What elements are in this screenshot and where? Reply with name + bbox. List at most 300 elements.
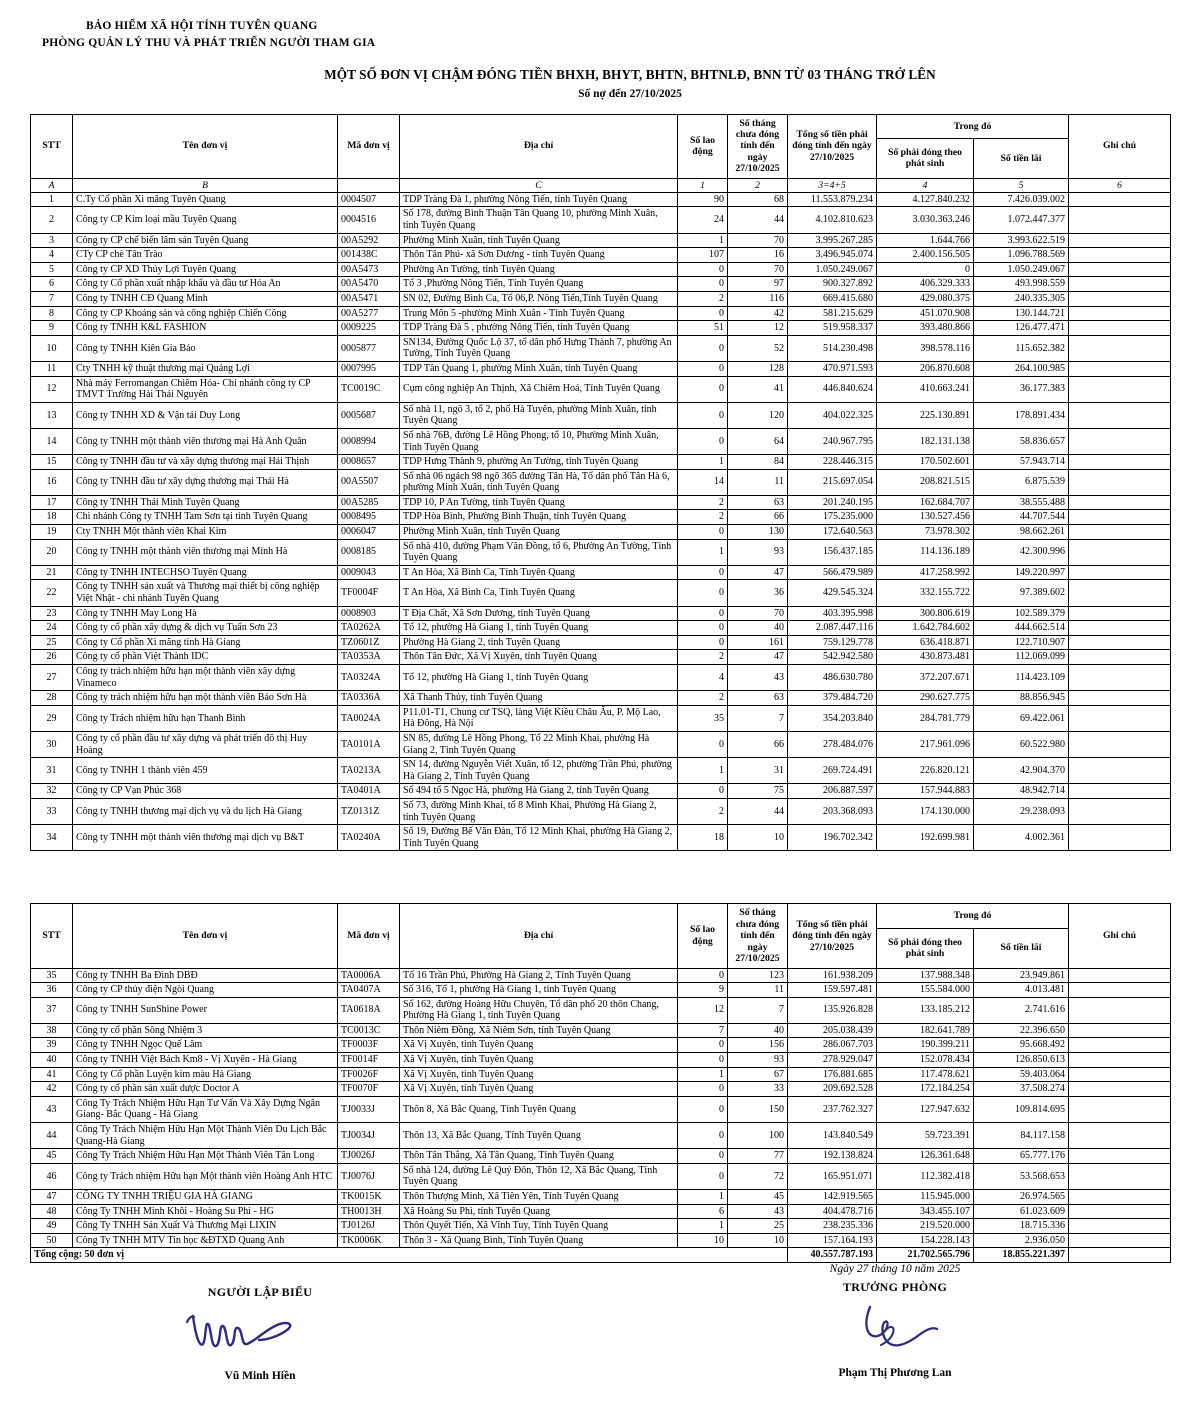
table-row <box>31 495 1171 510</box>
cell-labor-count: 12 <box>678 997 728 1023</box>
cell-principal-amount: 430.873.481 <box>877 650 974 665</box>
cell-interest-amount: 95.668.492 <box>974 1038 1069 1053</box>
cell-months-unpaid: 16 <box>728 248 788 263</box>
cell-unit-code: TA0324A <box>338 665 400 691</box>
cell-total-amount: 403.395.998 <box>788 606 877 621</box>
cell-address: Số nhà 410, đường Phạm Văn Đồng, tổ 6, Phường An Tường, Tỉnh Tuyên Quang <box>400 539 678 565</box>
cell-labor-count: 0 <box>678 1053 728 1068</box>
cell-total-amount: 278.929.047 <box>788 1053 877 1068</box>
cell-labor-count: 0 <box>678 1096 728 1122</box>
cell-total-amount: 209.692.528 <box>788 1082 877 1097</box>
cell-months-unpaid: 75 <box>728 784 788 799</box>
head-signature <box>815 1299 975 1361</box>
cell-months-unpaid: 100 <box>728 1123 788 1149</box>
col-header-address: Địa chỉ <box>400 114 678 178</box>
cell-interest-amount: 26.974.565 <box>974 1190 1069 1205</box>
cell-unit-code: TJ0076J <box>338 1163 400 1189</box>
table-row <box>31 1149 1171 1164</box>
cell-labor-count: 1 <box>678 1067 728 1082</box>
table-row <box>31 705 1171 731</box>
cell-total-amount: 156.437.185 <box>788 539 877 565</box>
cell-unit-name: Công ty CP thủy điện Ngòi Quang <box>73 983 338 998</box>
letter-1: 1 <box>678 178 728 192</box>
cell-unit-code: TC0019C <box>338 376 400 402</box>
cell-stt: 36 <box>31 983 73 998</box>
cell-address: Thôn Tân Thắng, Xã Tân Quang, Tỉnh Tuyên Quang <box>400 1149 678 1164</box>
cell-months-unpaid: 130 <box>728 525 788 540</box>
cell-total-amount: 2.087.447.116 <box>788 621 877 636</box>
cell-unit-code: 0009225 <box>338 321 400 336</box>
cell-unit-name: Công ty CP XD Thủy Lợi Tuyên Quang <box>73 262 338 277</box>
cell-labor-count: 0 <box>678 606 728 621</box>
cell-note <box>1069 758 1171 784</box>
cell-unit-name: Công ty Cổ phần xuất nhập khẩu và đầu tư Hóa An <box>73 277 338 292</box>
cell-note <box>1069 1123 1171 1149</box>
cell-address: Số 19, Đường Bế Văn Đàn, Tổ 12 Minh Khai, phường Hà Giang 2, Tỉnh Tuyên Quang <box>400 825 678 851</box>
cell-unit-code: TJ0034J <box>338 1123 400 1149</box>
cell-total-amount: 175.235.000 <box>788 510 877 525</box>
cell-labor-count: 0 <box>678 335 728 361</box>
cell-note <box>1069 691 1171 706</box>
table-row <box>31 207 1171 233</box>
cell-note <box>1069 402 1171 428</box>
cell-address: Tổ 12, phường Hà Giang 1, tỉnh Tuyên Quang <box>400 621 678 636</box>
table-row <box>31 635 1171 650</box>
cell-total-amount: 11.553.879.234 <box>788 192 877 207</box>
cell-principal-amount: 225.130.891 <box>877 402 974 428</box>
cell-total-amount: 237.762.327 <box>788 1096 877 1122</box>
cell-principal-amount: 157.944.883 <box>877 784 974 799</box>
cell-labor-count: 107 <box>678 248 728 263</box>
report-date: Ngày 27 tháng 10 năm 2025 <box>829 1262 961 1275</box>
cell-unit-name: CÔNG TY TNHH TRIỆU GIA HÀ GIANG <box>73 1190 338 1205</box>
cell-stt: 24 <box>31 621 73 636</box>
cell-unit-code: TA0240A <box>338 825 400 851</box>
table-row <box>31 262 1171 277</box>
cell-stt: 43 <box>31 1096 73 1122</box>
cell-total-amount: 176.881.685 <box>788 1067 877 1082</box>
cell-address: Xã Vị Xuyên, tỉnh Tuyên Quang <box>400 1067 678 1082</box>
table-row <box>31 277 1171 292</box>
cell-stt: 4 <box>31 248 73 263</box>
table-row <box>31 650 1171 665</box>
cell-unit-code: TA0006A <box>338 968 400 983</box>
cell-total-amount: 203.368.093 <box>788 798 877 824</box>
cell-note <box>1069 539 1171 565</box>
cell-total-amount: 470.971.593 <box>788 361 877 376</box>
cell-unit-name: Công ty Cổ phần Xi măng tỉnh Hà Giang <box>73 635 338 650</box>
cell-address: TDP Tràng Đà 1, phường Nông Tiến, tỉnh Tuyên Quang <box>400 192 678 207</box>
cell-labor-count: 0 <box>678 428 728 454</box>
cell-unit-name: Công ty trách nhiệm hữu hạn một thành viên Bảo Sơn Hà <box>73 691 338 706</box>
cell-unit-code: TA0262A <box>338 621 400 636</box>
cell-labor-count: 35 <box>678 705 728 731</box>
cell-stt: 37 <box>31 997 73 1023</box>
cell-address: Thôn Niêm Đồng, Xã Niêm Sơn, tỉnh Tuyên Quang <box>400 1023 678 1038</box>
cell-interest-amount: 178.891.434 <box>974 402 1069 428</box>
cell-months-unpaid: 63 <box>728 495 788 510</box>
col-header-principal: Số phải đóng theo phát sinh <box>877 138 974 178</box>
cell-stt: 47 <box>31 1190 73 1205</box>
cell-principal-amount: 429.080.375 <box>877 291 974 306</box>
cell-address: T An Hòa, Xã Bình Ca, Tỉnh Tuyên Quang <box>400 565 678 580</box>
col-header-note: Ghi chú <box>1069 904 1171 968</box>
cell-stt: 34 <box>31 825 73 851</box>
organization-header <box>0 0 1200 53</box>
cell-unit-name: Công ty TNHH một thành viên thương mại dịch vụ B&T <box>73 825 338 851</box>
cell-principal-amount: 4.127.840.232 <box>877 192 974 207</box>
page-title: MỘT SỐ ĐƠN VỊ CHẬM ĐÓNG TIỀN BHXH, BHYT, BHTN, BHTNLĐ, BNN TỪ 03 THÁNG TRỞ LÊN <box>324 66 936 82</box>
table-row <box>31 1219 1171 1234</box>
cell-unit-name: C.Ty Cổ phần Xi măng Tuyên Quang <box>73 192 338 207</box>
cell-address: Xã Vị Xuyên, tỉnh Tuyên Quang <box>400 1053 678 1068</box>
cell-note <box>1069 1023 1171 1038</box>
cell-unit-code: TZ0131Z <box>338 798 400 824</box>
cell-labor-count: 1 <box>678 455 728 470</box>
cell-unit-name: Công ty TNHH một thành viên thương mại Minh Hà <box>73 539 338 565</box>
cell-interest-amount: 1.096.788.569 <box>974 248 1069 263</box>
cell-principal-amount: 174.130.000 <box>877 798 974 824</box>
cell-stt: 14 <box>31 428 73 454</box>
table-row <box>31 1163 1171 1189</box>
table-row <box>31 321 1171 336</box>
cell-total-amount: 900.327.892 <box>788 277 877 292</box>
cell-unit-name: Công ty CP chế biến lâm sản Tuyên Quang <box>73 233 338 248</box>
col-header-months: Số tháng chưa đóng tính đến ngày 27/10/2025 <box>728 114 788 178</box>
cell-labor-count: 2 <box>678 510 728 525</box>
cell-months-unpaid: 52 <box>728 335 788 361</box>
cell-note <box>1069 207 1171 233</box>
table-section-1 <box>0 114 1200 852</box>
cell-stt: 23 <box>31 606 73 621</box>
cell-address: Thôn 3 - Xã Quang Bình, Tỉnh Tuyên Quang <box>400 1233 678 1248</box>
cell-principal-amount: 300.806.619 <box>877 606 974 621</box>
cell-unit-name: Công ty TNHH sản xuất và Thương mại thiết bị công nghiệp Việt Nhật - chi nhánh Tuyên Quang <box>73 580 338 606</box>
cell-unit-code: TA0024A <box>338 705 400 731</box>
cell-unit-name: Nhà máy Ferromangan Chiêm Hóa- Chi nhánh công ty CP TMVT Trường Hải Thái Nguyên <box>73 376 338 402</box>
cell-total-amount: 238.235.336 <box>788 1219 877 1234</box>
table-row <box>31 361 1171 376</box>
cell-total-amount: 143.840.549 <box>788 1123 877 1149</box>
cell-unit-code: 00A5473 <box>338 262 400 277</box>
cell-unit-code: 0005877 <box>338 335 400 361</box>
cell-months-unpaid: 156 <box>728 1038 788 1053</box>
cell-labor-count: 1 <box>678 1219 728 1234</box>
cell-note <box>1069 1067 1171 1082</box>
cell-labor-count: 0 <box>678 565 728 580</box>
cell-unit-code: TK0006K <box>338 1233 400 1248</box>
cell-unit-name: Công Ty Trách Nhiệm Hữu Hạn Tư Vấn Và Xây Dựng Ngân Giang- Bắc Quang - Hà Giang <box>73 1096 338 1122</box>
table-row <box>31 402 1171 428</box>
cell-stt: 2 <box>31 207 73 233</box>
cell-address: TDP Tân Quang 1, phường Minh Xuân, tỉnh Tuyên Quang <box>400 361 678 376</box>
cell-months-unpaid: 43 <box>728 1204 788 1219</box>
cell-note <box>1069 510 1171 525</box>
cell-note <box>1069 192 1171 207</box>
debt-table-part-1 <box>30 114 1171 852</box>
cell-labor-count: 0 <box>678 277 728 292</box>
cell-total-amount: 354.203.840 <box>788 705 877 731</box>
cell-total-amount: 446.840.624 <box>788 376 877 402</box>
cell-address: TDP 10, P An Tường, tỉnh Tuyên Quang <box>400 495 678 510</box>
col-header-address: Địa chỉ <box>400 904 678 968</box>
table-row <box>31 784 1171 799</box>
cell-months-unpaid: 64 <box>728 428 788 454</box>
cell-unit-code: 0006047 <box>338 525 400 540</box>
cell-address: Xã Vị Xuyên, tỉnh Tuyên Quang <box>400 1038 678 1053</box>
cell-note <box>1069 495 1171 510</box>
preparer-role: NGƯỜI LẬP BIỂU <box>207 1284 313 1299</box>
cell-interest-amount: 44.707.544 <box>974 510 1069 525</box>
cell-unit-name: Công ty cổ phần Sông Nhiệm 3 <box>73 1023 338 1038</box>
cell-note <box>1069 825 1171 851</box>
signature-area <box>0 1263 1200 1413</box>
cell-address: Số 494 tổ 5 Ngọc Hà, phường Hà Giang 2, tỉnh Tuyên Quang <box>400 784 678 799</box>
cell-stt: 15 <box>31 455 73 470</box>
cell-address: Thôn Thượng Minh, Xã Tiên Yên, Tỉnh Tuyên Quang <box>400 1190 678 1205</box>
cell-principal-amount: 410.663.241 <box>877 376 974 402</box>
cell-labor-count: 10 <box>678 1233 728 1248</box>
cell-unit-name: Công Ty TNHH Minh Khôi - Hoàng Su Phì - HG <box>73 1204 338 1219</box>
cell-address: Xã Thanh Thủy, tỉnh Tuyên Quang <box>400 691 678 706</box>
cell-interest-amount: 60.522.980 <box>974 731 1069 757</box>
cell-note <box>1069 1219 1171 1234</box>
cell-unit-name: Công ty CP Vạn Phúc 368 <box>73 784 338 799</box>
table-row <box>31 758 1171 784</box>
cell-interest-amount: 115.652.382 <box>974 335 1069 361</box>
cell-months-unpaid: 67 <box>728 1067 788 1082</box>
table-row <box>31 233 1171 248</box>
cell-interest-amount: 112.069.099 <box>974 650 1069 665</box>
cell-unit-name: Công ty cổ phần Việt Thành IDC <box>73 650 338 665</box>
cell-months-unpaid: 44 <box>728 798 788 824</box>
col-header-interest: Số tiền lãi <box>974 138 1069 178</box>
cell-months-unpaid: 116 <box>728 291 788 306</box>
head-name: Phạm Thị Phương Lan <box>838 1366 952 1379</box>
cell-interest-amount: 42.300.996 <box>974 539 1069 565</box>
cell-unit-code: 0008495 <box>338 510 400 525</box>
cell-unit-name: Cty TNHH Một thành viên Khai Kim <box>73 525 338 540</box>
cell-labor-count: 0 <box>678 525 728 540</box>
cell-stt: 46 <box>31 1163 73 1189</box>
cell-labor-count: 0 <box>678 621 728 636</box>
cell-labor-count: 0 <box>678 731 728 757</box>
cell-total-amount: 172.640.563 <box>788 525 877 540</box>
cell-stt: 30 <box>31 731 73 757</box>
cell-months-unpaid: 10 <box>728 1233 788 1248</box>
cell-months-unpaid: 97 <box>728 277 788 292</box>
cell-labor-count: 0 <box>678 1163 728 1189</box>
table-body-2 <box>31 968 1171 1262</box>
cell-labor-count: 0 <box>678 635 728 650</box>
cell-stt: 38 <box>31 1023 73 1038</box>
cell-labor-count: 2 <box>678 291 728 306</box>
cell-total-amount: 159.597.481 <box>788 983 877 998</box>
cell-total-amount: 519.958.337 <box>788 321 877 336</box>
cell-address: Thôn Tân Đức, Xã Vị Xuyên, tỉnh Tuyên Quang <box>400 650 678 665</box>
col-header-code: Mã đơn vị <box>338 904 400 968</box>
cell-unit-name: Công Ty TNHH MTV Tin học &ĐTXD Quang Anh <box>73 1233 338 1248</box>
cell-stt: 5 <box>31 262 73 277</box>
cell-months-unpaid: 45 <box>728 1190 788 1205</box>
cell-labor-count: 2 <box>678 495 728 510</box>
cell-labor-count: 0 <box>678 968 728 983</box>
cell-address: Phường Hà Giang 2, tỉnh Tuyên Quang <box>400 635 678 650</box>
cell-principal-amount: 115.945.000 <box>877 1190 974 1205</box>
col-header-code: Mã đơn vị <box>338 114 400 178</box>
cell-unit-name: Công ty TNHH đầu tư và xây dựng thương mại Hải Thịnh <box>73 455 338 470</box>
cell-interest-amount: 114.423.109 <box>974 665 1069 691</box>
cell-unit-code: 0005687 <box>338 402 400 428</box>
cell-unit-name: Công Ty Trách Nhiệm Hữu Hạn Một Thành Viên Tân Long <box>73 1149 338 1164</box>
org-name-line-2: PHÒNG QUẢN LÝ THU VÀ PHÁT TRIỂN NGƯỜI THAM GIA <box>42 37 376 50</box>
cell-principal-amount: 137.988.348 <box>877 968 974 983</box>
cell-total-amount: 1.050.249.067 <box>788 262 877 277</box>
cell-stt: 1 <box>31 192 73 207</box>
cell-interest-amount: 59.403.064 <box>974 1067 1069 1082</box>
cell-total-amount: 3.995.267.285 <box>788 233 877 248</box>
cell-note <box>1069 525 1171 540</box>
cell-principal-amount: 192.699.981 <box>877 825 974 851</box>
cell-months-unpaid: 161 <box>728 635 788 650</box>
cell-interest-amount: 84.117.158 <box>974 1123 1069 1149</box>
cell-months-unpaid: 7 <box>728 997 788 1023</box>
cell-unit-code: 0008185 <box>338 539 400 565</box>
cell-unit-name: Công ty CP Kim loại mầu Tuyên Quang <box>73 207 338 233</box>
cell-labor-count: 51 <box>678 321 728 336</box>
cell-interest-amount: 264.100.985 <box>974 361 1069 376</box>
cell-note <box>1069 1053 1171 1068</box>
cell-unit-code: TJ0126J <box>338 1219 400 1234</box>
cell-total-amount: 3.496.945.074 <box>788 248 877 263</box>
table-row <box>31 580 1171 606</box>
cell-total-amount: 206.887.597 <box>788 784 877 799</box>
cell-unit-name: Cty TNHH kỹ thuật thương mại Quảng Lợi <box>73 361 338 376</box>
cell-interest-amount: 37.508.274 <box>974 1082 1069 1097</box>
cell-unit-code: 0004507 <box>338 192 400 207</box>
cell-unit-name: Công ty TNHH Việt Bách Km8 - Vị Xuyên - Hà Giang <box>73 1053 338 1068</box>
table-row <box>31 192 1171 207</box>
cell-months-unpaid: 44 <box>728 207 788 233</box>
section-gap <box>0 851 1200 903</box>
col-header-note: Ghi chú <box>1069 114 1171 178</box>
cell-months-unpaid: 150 <box>728 1096 788 1122</box>
cell-months-unpaid: 40 <box>728 1023 788 1038</box>
cell-stt: 25 <box>31 635 73 650</box>
cell-principal-amount: 1.644.766 <box>877 233 974 248</box>
cell-stt: 6 <box>31 277 73 292</box>
cell-months-unpaid: 66 <box>728 510 788 525</box>
cell-stt: 42 <box>31 1082 73 1097</box>
cell-note <box>1069 277 1171 292</box>
table-row <box>31 983 1171 998</box>
cell-unit-code: TZ0601Z <box>338 635 400 650</box>
cell-interest-amount: 2.936.050 <box>974 1233 1069 1248</box>
cell-labor-count: 0 <box>678 1082 728 1097</box>
cell-unit-name: Công ty cổ phần xây dựng & dịch vụ Tuấn Sơn 23 <box>73 621 338 636</box>
cell-note <box>1069 621 1171 636</box>
cell-months-unpaid: 43 <box>728 665 788 691</box>
cell-labor-count: 4 <box>678 665 728 691</box>
cell-unit-code: TF0014F <box>338 1053 400 1068</box>
cell-labor-count: 0 <box>678 361 728 376</box>
cell-months-unpaid: 7 <box>728 705 788 731</box>
cell-months-unpaid: 84 <box>728 455 788 470</box>
cell-address: Số nhà 11, ngõ 3, tổ 2, phố Hà Tuyên, phường Minh Xuân, tỉnh Tuyên Quang <box>400 402 678 428</box>
cell-unit-name: Công ty TNHH Ba Đình DBĐ <box>73 968 338 983</box>
cell-stt: 45 <box>31 1149 73 1164</box>
cell-unit-code: TF0026F <box>338 1067 400 1082</box>
cell-principal-amount: 1.642.784.602 <box>877 621 974 636</box>
cell-interest-amount: 6.875.539 <box>974 469 1069 495</box>
cell-principal-amount: 636.418.871 <box>877 635 974 650</box>
cell-unit-name: Công ty TNHH đầu tư xây dựng thương mại Thái Hà <box>73 469 338 495</box>
cell-address: Trung Môn 5 -phường Minh Xuân - Tỉnh Tuyên Quang <box>400 306 678 321</box>
col-header-labor: Số lao động <box>678 904 728 968</box>
cell-unit-name: CTy CP chè Tân Trào <box>73 248 338 263</box>
cell-unit-code: 0007995 <box>338 361 400 376</box>
cell-principal-amount: 112.382.418 <box>877 1163 974 1189</box>
cell-interest-amount: 109.814.695 <box>974 1096 1069 1122</box>
cell-stt: 18 <box>31 510 73 525</box>
cell-unit-code: TA0401A <box>338 784 400 799</box>
cell-labor-count: 2 <box>678 798 728 824</box>
cell-principal-amount: 190.399.211 <box>877 1038 974 1053</box>
cell-stt: 3 <box>31 233 73 248</box>
cell-note <box>1069 335 1171 361</box>
cell-address: TDP Tràng Đà 5 , phường Nông Tiến, tỉnh Tuyên Quang <box>400 321 678 336</box>
cell-total-amount: 379.484.720 <box>788 691 877 706</box>
cell-labor-count: 0 <box>678 376 728 402</box>
cell-note <box>1069 1149 1171 1164</box>
head-role: TRƯỞNG PHÒNG <box>842 1279 948 1294</box>
cell-principal-amount: 152.078.434 <box>877 1053 974 1068</box>
cell-principal-amount: 226.820.121 <box>877 758 974 784</box>
cell-total-amount: 157.164.193 <box>788 1233 877 1248</box>
cell-interest-amount: 48.942.714 <box>974 784 1069 799</box>
cell-unit-code: TA0336A <box>338 691 400 706</box>
cell-interest-amount: 61.023.609 <box>974 1204 1069 1219</box>
cell-total-amount: 278.484.076 <box>788 731 877 757</box>
letter-b: B <box>73 178 338 192</box>
cell-interest-amount: 122.710.907 <box>974 635 1069 650</box>
cell-stt: 11 <box>31 361 73 376</box>
cell-unit-name: Chi nhánh Công ty TNHH Tam Sơn tại tỉnh Tuyên Quang <box>73 510 338 525</box>
cell-months-unpaid: 68 <box>728 192 788 207</box>
cell-principal-amount: 133.185.212 <box>877 997 974 1023</box>
cell-stt: 27 <box>31 665 73 691</box>
cell-address: P11.01-T1, Chung cư TSQ, làng Việt Kiều Châu Âu, P. Mộ Lao, Hà Đông, Hà Nội <box>400 705 678 731</box>
cell-months-unpaid: 42 <box>728 306 788 321</box>
cell-interest-amount: 126.850.613 <box>974 1053 1069 1068</box>
cell-address: Số 316, Tổ 1, phường Hà Giang 1, tỉnh Tuyên Quang <box>400 983 678 998</box>
cell-address: Tổ 3 ,Phường Nông Tiến, Tỉnh Tuyên Quang <box>400 277 678 292</box>
cell-note <box>1069 469 1171 495</box>
cell-unit-code: 0008994 <box>338 428 400 454</box>
cell-address: TDP Hưng Thành 9, phường An Tường, tỉnh Tuyên Quang <box>400 455 678 470</box>
cell-labor-count: 0 <box>678 262 728 277</box>
cell-months-unpaid: 25 <box>728 1219 788 1234</box>
cell-principal-amount: 343.455.107 <box>877 1204 974 1219</box>
cell-note <box>1069 1038 1171 1053</box>
cell-stt: 40 <box>31 1053 73 1068</box>
table-row <box>31 335 1171 361</box>
cell-note <box>1069 997 1171 1023</box>
cell-note <box>1069 784 1171 799</box>
cell-interest-amount: 4.013.481 <box>974 983 1069 998</box>
table-row <box>31 1023 1171 1038</box>
cell-note <box>1069 291 1171 306</box>
